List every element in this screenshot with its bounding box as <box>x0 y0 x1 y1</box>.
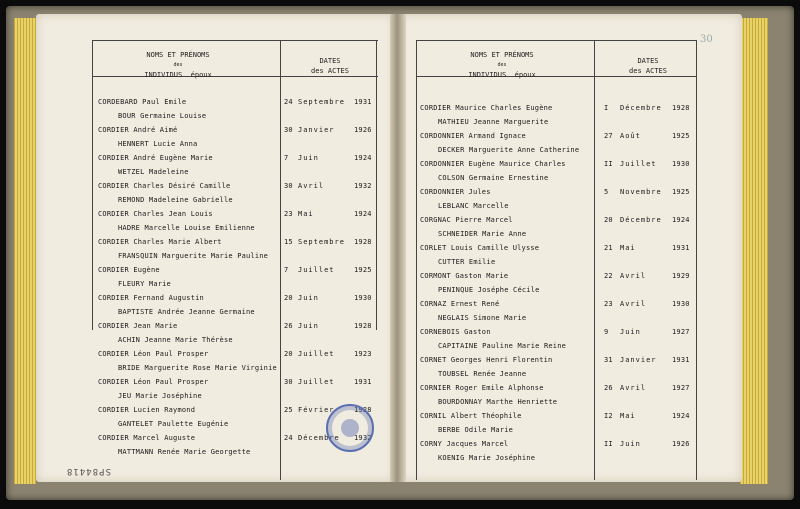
act-day: 23 <box>284 210 293 218</box>
act-month: Juin <box>298 294 319 302</box>
act-year: 1924 <box>354 210 372 218</box>
act-year: 1930 <box>672 300 690 308</box>
names-header <box>118 50 238 80</box>
spouse-name: LEBLANC Marcelle <box>438 202 509 210</box>
spouse-name: ACHIN Jeanne Marie Thérèse <box>118 336 233 344</box>
table-divider-rule <box>594 40 595 480</box>
individual-name: CORDEBARD Paul Emile <box>98 98 187 106</box>
act-year: 1924 <box>672 412 690 420</box>
individual-name: CORDIER Eugène <box>98 266 160 274</box>
names-header <box>442 50 562 80</box>
act-year: 1931 <box>672 244 690 252</box>
act-day: 31 <box>604 356 613 364</box>
act-month: Avril <box>620 300 647 308</box>
act-day: 26 <box>284 322 293 330</box>
act-day: 21 <box>604 244 613 252</box>
spouse-name: FRANSQUIN Marguerite Marie Pauline <box>118 252 269 260</box>
spouse-name: BOUR Germaine Louise <box>118 112 207 120</box>
spouse-name: REMOND Madeleine Gabrielle <box>118 196 233 204</box>
names-title: NOMS ET PRÉNOMS <box>470 51 534 59</box>
spouse-name: FLEURY Marie <box>118 280 171 288</box>
act-day: I2 <box>604 412 613 420</box>
act-month: Juin <box>298 322 319 330</box>
individual-name: CORDIER Charles Jean Louis <box>98 210 213 218</box>
dates-title: DATES <box>319 57 341 65</box>
individual-name: CORNEBOIS Gaston <box>420 328 491 336</box>
act-year: 1925 <box>354 266 372 274</box>
epoux-label: époux <box>190 71 212 79</box>
spouse-name: BOURDONNAY Marthe Henriette <box>438 398 558 406</box>
act-month: Février <box>298 406 335 414</box>
act-month: Avril <box>298 182 325 190</box>
act-month: Avril <box>620 272 647 280</box>
act-day: 23 <box>604 300 613 308</box>
act-day: II <box>604 440 613 448</box>
right-page-edges <box>740 18 768 484</box>
act-year: 1929 <box>672 272 690 280</box>
des-actes-label: des ACTES <box>311 67 349 75</box>
individual-name: CORLET Louis Camille Ulysse <box>420 244 540 252</box>
act-day: II <box>604 160 613 168</box>
act-year: 1924 <box>672 216 690 224</box>
spouse-name: WETZEL Madeleine <box>118 168 189 176</box>
table-divider-rule <box>280 40 281 480</box>
act-month: Mai <box>298 210 314 218</box>
act-day: 27 <box>604 132 613 140</box>
des-label: des <box>173 62 183 68</box>
act-year: 1932 <box>354 182 372 190</box>
act-month: Novembre <box>620 188 662 196</box>
individual-name: CORDONNIER Eugène Maurice Charles <box>420 160 566 168</box>
spouse-name: BAPTISTE Andrée Jeanne Germaine <box>118 308 255 316</box>
act-day: 7 <box>284 266 289 274</box>
act-year: 1925 <box>672 132 690 140</box>
act-month: Décembre <box>620 216 662 224</box>
act-month: Août <box>620 132 641 140</box>
dates-header <box>608 56 688 76</box>
des-actes-label: des ACTES <box>629 67 667 75</box>
individual-name: CORGNAC Pierre Marcel <box>420 216 513 224</box>
act-month: Décembre <box>620 104 662 112</box>
act-year: 1930 <box>672 160 690 168</box>
act-day: 30 <box>284 378 293 386</box>
individual-name: CORDIER Léon Paul Prosper <box>98 350 209 358</box>
table-left-rule <box>92 40 93 330</box>
spouse-name: DECKER Marguerite Anne Catherine <box>438 146 580 154</box>
act-day: 9 <box>604 328 609 336</box>
spouse-name: NEGLAIS Simone Marie <box>438 314 527 322</box>
spouse-name: BERBE Odile Marie <box>438 426 514 434</box>
individual-name: CORNIL Albert Théophile <box>420 412 522 420</box>
spouse-name: BRIDE Marguerite Rose Marie Virginie <box>118 364 277 372</box>
left-page-edges <box>14 18 36 484</box>
individus-label: INDIVIDUS <box>144 71 183 79</box>
individual-name: CORDIER Léon Paul Prosper <box>98 378 209 386</box>
act-day: 20 <box>604 216 613 224</box>
act-year: 1926 <box>672 440 690 448</box>
dates-header <box>292 56 368 76</box>
act-year: 1926 <box>354 126 372 134</box>
individual-name: CORDIER Lucien Raymond <box>98 406 196 414</box>
act-month: Septembre <box>298 238 345 246</box>
act-day: 7 <box>284 154 289 162</box>
epoux-label: époux <box>514 71 536 79</box>
individual-name: CORDIER Charles Marie Albert <box>98 238 222 246</box>
act-month: Juin <box>298 154 319 162</box>
spouse-name: JEU Marie Joséphine <box>118 392 202 400</box>
act-month: Juillet <box>298 350 335 358</box>
spouse-name: HADRE Marcelle Louise Emilienne <box>118 224 255 232</box>
act-year: 1931 <box>672 356 690 364</box>
spouse-name: MATHIEU Jeanne Marguerite <box>438 118 549 126</box>
act-day: 24 <box>284 98 293 106</box>
individual-name: CORDIER Marcel Auguste <box>98 434 196 442</box>
act-day: I <box>604 104 609 112</box>
table-right-rule <box>376 40 377 330</box>
individual-name: CORDIER Jean Marie <box>98 322 178 330</box>
individual-name: CORDONNIER Jules <box>420 188 491 196</box>
act-year: 1930 <box>354 294 372 302</box>
act-day: 20 <box>284 350 293 358</box>
act-year: 1924 <box>354 154 372 162</box>
individual-name: CORNIER Roger Emile Alphonse <box>420 384 544 392</box>
table-right-rule <box>696 40 697 480</box>
act-year: 1931 <box>354 378 372 386</box>
act-month: Juillet <box>298 378 335 386</box>
act-year: 1932 <box>354 434 372 442</box>
table-top-rule <box>416 40 696 41</box>
archive-stamp-icon <box>326 404 374 452</box>
individual-name: CORDONNIER Armand Ignace <box>420 132 526 140</box>
act-month: Septembre <box>298 98 345 106</box>
act-month: Juillet <box>620 160 657 168</box>
act-year: 1925 <box>672 188 690 196</box>
spouse-name: COLSON Germaine Ernestine <box>438 174 549 182</box>
table-left-rule <box>416 40 417 480</box>
act-year: 1927 <box>672 384 690 392</box>
spouse-name: TOUBSEL Renée Jeanne <box>438 370 527 378</box>
table-top-rule <box>92 40 378 41</box>
act-year: 1927 <box>672 328 690 336</box>
spouse-name: MATTMANN Renée Marie Georgette <box>118 448 251 456</box>
act-day: 26 <box>604 384 613 392</box>
act-month: Janvier <box>298 126 335 134</box>
individus-label: INDIVIDUS <box>468 71 507 79</box>
book-gutter <box>390 14 406 482</box>
dates-title: DATES <box>637 57 659 65</box>
act-month: Avril <box>620 384 647 392</box>
individual-name: CORDIER André Eugène Marie <box>98 154 213 162</box>
spouse-name: PENINQUE Joséphe Cécile <box>438 286 540 294</box>
individual-name: CORDIER André Aimé <box>98 126 178 134</box>
spouse-name: SCHNEIDER Marie Anne <box>438 230 527 238</box>
individual-name: CORDIER Charles Désiré Camille <box>98 182 231 190</box>
act-day: 22 <box>604 272 613 280</box>
act-year: 1931 <box>354 98 372 106</box>
act-day: 15 <box>284 238 293 246</box>
act-month: Juin <box>620 440 641 448</box>
individual-name: CORDIER Maurice Charles Eugène <box>420 104 553 112</box>
individual-name: CORDIER Fernand Augustin <box>98 294 204 302</box>
spouse-name: GANTELET Paulette Eugénie <box>118 420 229 428</box>
des-label: des <box>497 62 507 68</box>
right-page <box>398 14 742 482</box>
act-year: 1928 <box>672 104 690 112</box>
act-day: 24 <box>284 434 293 442</box>
act-day: 30 <box>284 126 293 134</box>
act-month: Mai <box>620 244 636 252</box>
spouse-name: HENNERT Lucie Anna <box>118 140 198 148</box>
names-title: NOMS ET PRÉNOMS <box>146 51 210 59</box>
act-month: Décembre <box>298 434 340 442</box>
act-year: 1928 <box>354 322 372 330</box>
act-month: Janvier <box>620 356 657 364</box>
spouse-name: CAPITAINE Pauline Marie Reine <box>438 342 567 350</box>
act-year: 1928 <box>354 406 372 414</box>
individual-name: CORMONT Gaston Marie <box>420 272 509 280</box>
spouse-name: CUTTER Emilie <box>438 258 496 266</box>
act-year: 1928 <box>354 238 372 246</box>
spouse-name: KOENIG Marie Joséphine <box>438 454 536 462</box>
page-number: 30 <box>700 34 713 45</box>
act-month: Juillet <box>298 266 335 274</box>
act-day: 20 <box>284 294 293 302</box>
act-day: 25 <box>284 406 293 414</box>
act-day: 5 <box>604 188 609 196</box>
individual-name: CORNET Georges Henri Florentin <box>420 356 553 364</box>
individual-name: CORNY Jacques Marcel <box>420 440 509 448</box>
act-month: Mai <box>620 412 636 420</box>
act-month: Juin <box>620 328 641 336</box>
act-day: 30 <box>284 182 293 190</box>
reference-code: SP84418 <box>66 466 111 476</box>
individual-name: CORNAZ Ernest René <box>420 300 500 308</box>
act-year: 1923 <box>354 350 372 358</box>
